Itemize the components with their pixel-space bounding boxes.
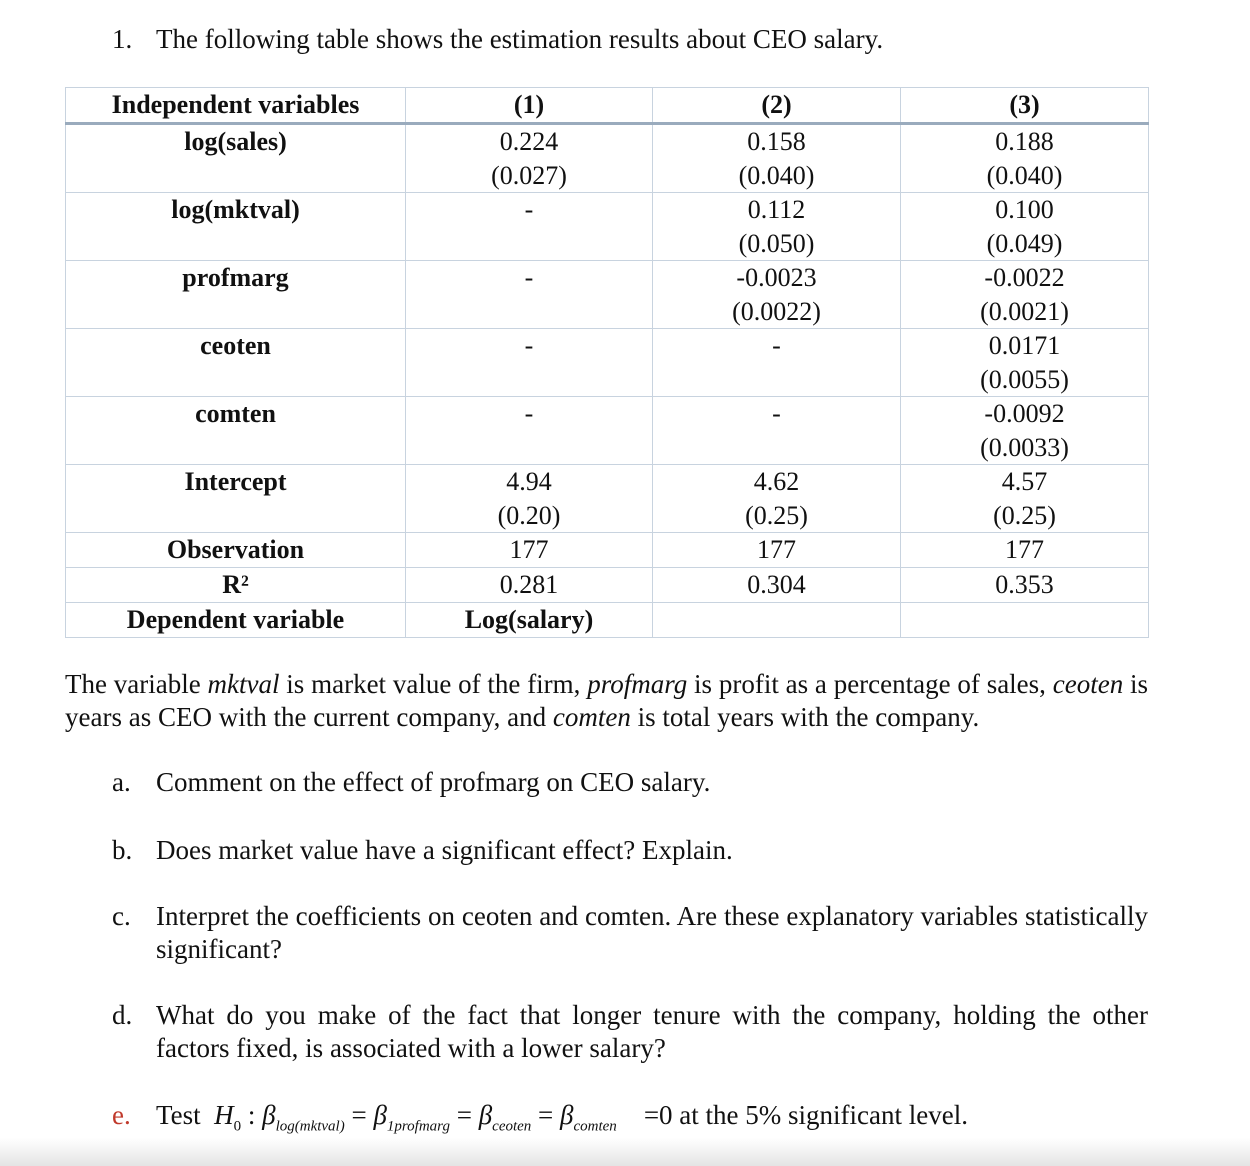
header-independent-variables: Independent variables [66, 88, 406, 124]
header-model-3: (3) [901, 88, 1149, 124]
row-label: profmarg [66, 261, 406, 329]
cell-model-2: - [653, 329, 901, 397]
table-row-comten [66, 397, 1149, 465]
row-label: R² [66, 568, 406, 603]
cell-model-3: -0.0092 (0.0033) [901, 397, 1149, 465]
header-model-2: (2) [653, 88, 901, 124]
var-comten: comten [552, 702, 631, 732]
table-row-log-sales [66, 124, 1149, 193]
table-row-dependent-variable [66, 603, 1149, 638]
cell-model-2: - [653, 397, 901, 465]
question-e [112, 1099, 1148, 1143]
question-c [112, 900, 1148, 966]
question-heading [112, 22, 883, 56]
table-row-observation [66, 533, 1149, 568]
table-row-log-mktval [66, 193, 1149, 261]
question-d [112, 999, 1148, 1065]
question-text: Interpret the coefficients on ceoten and comten. Are these explanatory variables statistically significant? [156, 901, 1148, 964]
cell-model-1: 4.94 (0.20) [406, 465, 653, 533]
question-text: Does market value have a significant effect? Explain. [156, 835, 733, 865]
cell-model-2: -0.0023 (0.0022) [653, 261, 901, 329]
test-tail: =0 at the 5% significant level. [643, 1100, 968, 1130]
variable-description: The variable mktval is market value of the firm, profmarg is profit as a percentage of sales, ceoten is years as CEO with the current company, and comten is total years with the company. [65, 669, 1148, 732]
page-bottom-shadow [0, 1138, 1250, 1166]
header-model-1: (1) [406, 88, 653, 124]
cell-model-2: 4.62 (0.25) [653, 465, 901, 533]
cell-model-1: 177 [406, 533, 653, 568]
hypothesis-test [156, 1099, 1148, 1143]
row-label: Observation [66, 533, 406, 568]
table-row-profmarg [66, 261, 1149, 329]
question-letter: a. [112, 767, 131, 797]
cell-model-3: -0.0022 (0.0021) [901, 261, 1149, 329]
row-label: Dependent variable [66, 603, 406, 638]
question-letter: e. [112, 1100, 131, 1130]
cell-model-2: 0.112 (0.050) [653, 193, 901, 261]
cell-empty [653, 603, 901, 638]
question-b [112, 834, 1148, 867]
cell-model-2: 0.304 [653, 568, 901, 603]
cell-model-3: 4.57 (0.25) [901, 465, 1149, 533]
cell-model-1: 0.224 (0.027) [406, 124, 653, 193]
regression-results-table [65, 87, 1149, 638]
question-letter: b. [112, 835, 133, 865]
question-text: The following table shows the estimation results about CEO salary. [156, 24, 884, 54]
var-mktval: mktval [207, 669, 280, 699]
var-ceoten: ceoten [1052, 669, 1124, 699]
row-label: ceoten [66, 329, 406, 397]
cell-model-2: 0.158 (0.040) [653, 124, 901, 193]
table-row-ceoten [66, 329, 1149, 397]
cell-model-1: - [406, 261, 653, 329]
table-row-intercept [66, 465, 1149, 533]
question-letter: d. [112, 1000, 133, 1030]
question-text: Comment on the effect of profmarg on CEO salary. [156, 767, 711, 797]
question-number: 1. [112, 24, 133, 54]
cell-model-3: 0.353 [901, 568, 1149, 603]
cell-model-1: 0.281 [406, 568, 653, 603]
var-profmarg: profmarg [587, 669, 688, 699]
cell-model-3: 177 [901, 533, 1149, 568]
question-a [112, 766, 1148, 799]
test-label: Test [156, 1100, 201, 1130]
question-letter: c. [112, 901, 131, 931]
table-header-row [66, 88, 1149, 124]
hypothesis-formula: $H_0$ : $\beta_{log(mktval)} = \beta_{1profmarg} = \beta_{ceoten} = \beta_{comten}$ [214, 1100, 617, 1135]
cell-dependent-value: Log(salary) [406, 603, 653, 638]
question-text: What do you make of the fact that longer tenure with the company, holding the other factors fixed, is associated with a lower salary? [156, 1000, 1148, 1063]
cell-model-3: 0.100 (0.049) [901, 193, 1149, 261]
cell-model-2: 177 [653, 533, 901, 568]
table-row-r-squared [66, 568, 1149, 603]
cell-model-1: - [406, 193, 653, 261]
cell-model-1: - [406, 329, 653, 397]
cell-model-3: 0.188 (0.040) [901, 124, 1149, 193]
cell-model-1: - [406, 397, 653, 465]
row-label: log(sales) [66, 124, 406, 193]
cell-empty [901, 603, 1149, 638]
row-label: log(mktval) [66, 193, 406, 261]
cell-model-3: 0.0171 (0.0055) [901, 329, 1149, 397]
row-label: comten [66, 397, 406, 465]
row-label: Intercept [66, 465, 406, 533]
